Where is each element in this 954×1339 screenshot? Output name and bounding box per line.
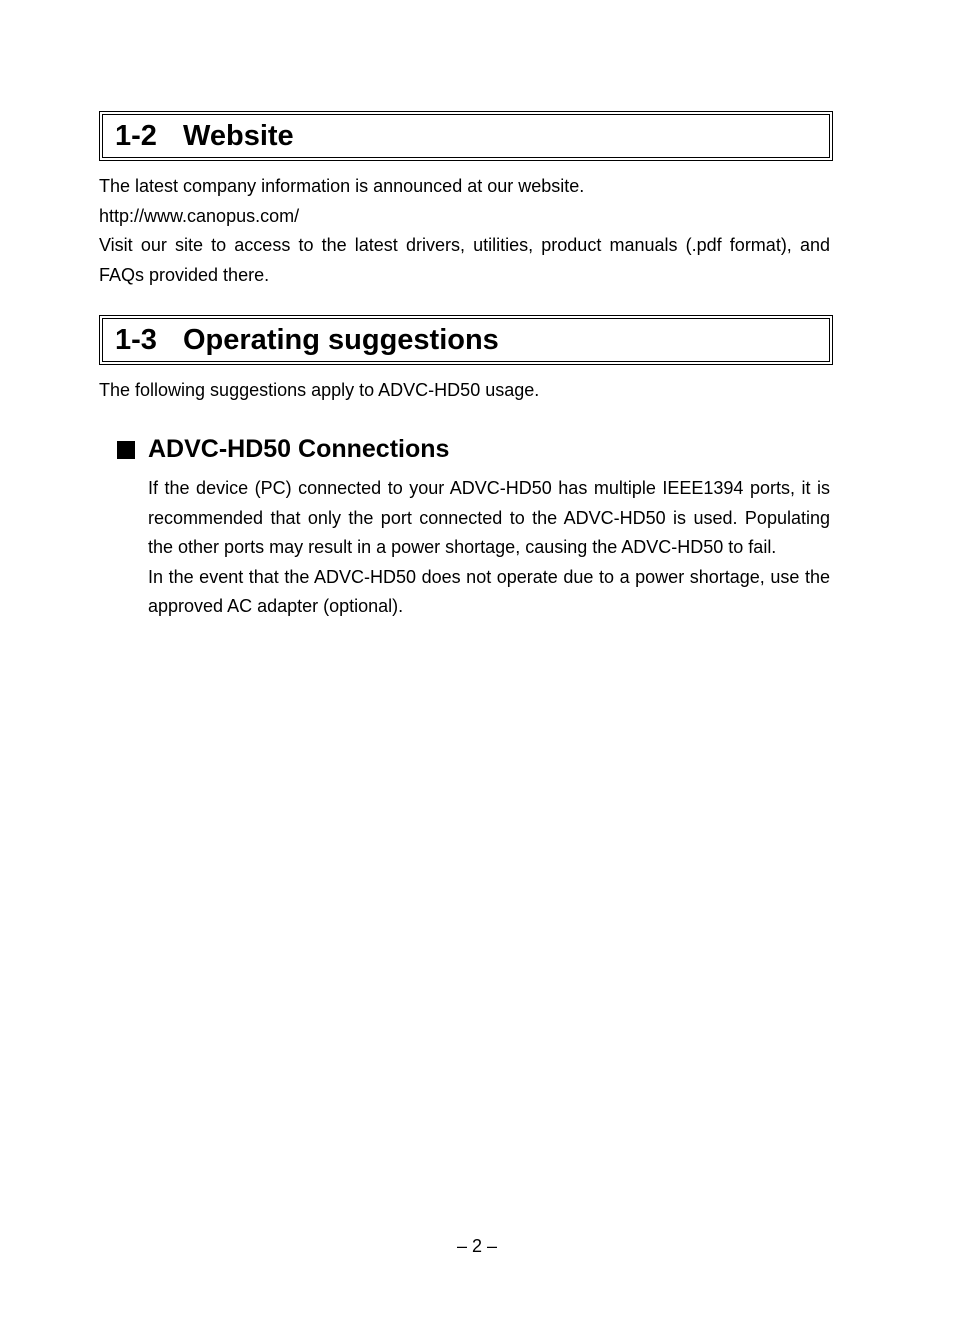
subsection-heading: [117, 435, 449, 464]
subsection-title: ADVC-HD50 Connections: [148, 435, 450, 463]
website-body: [99, 172, 830, 290]
connections-paragraph: In the event that the ADVC-HD50 does not operate due to a power shortage, use the approved AC adapter (optional).: [148, 566, 830, 616]
page-number: – 2 –: [456, 1236, 498, 1256]
section-title: Website: [183, 119, 294, 152]
connections-paragraph: If the device (PC) connected to your ADVC-HD50 has multiple IEEE1394 ports, it is recommended that only the port connected to the ADVC-HD50 is used. Populating the other ports may result in a power shortage, causing the ADVC-HD50 to fail.: [148, 478, 830, 557]
section-header-website: [99, 111, 833, 161]
section-number: 1-2: [115, 119, 157, 152]
section-header-operating: [99, 315, 833, 365]
connections-body: [148, 474, 830, 622]
website-url[interactable]: http://www.canopus.com/: [99, 205, 300, 226]
section-header-inner: [102, 114, 830, 158]
website-paragraph: Visit our site to access to the latest drivers, utilities, product manuals (.pdf format), and FAQs provided there.: [99, 235, 830, 285]
operating-intro: The following suggestions apply to ADVC-HD50 usage.: [99, 380, 540, 400]
black-square-icon: [117, 441, 135, 459]
section-number: 1-3: [115, 323, 157, 356]
website-info-line: The latest company information is announced at our website.: [99, 176, 585, 196]
section-title: Operating suggestions: [183, 323, 499, 356]
section-header-inner: [102, 318, 830, 362]
